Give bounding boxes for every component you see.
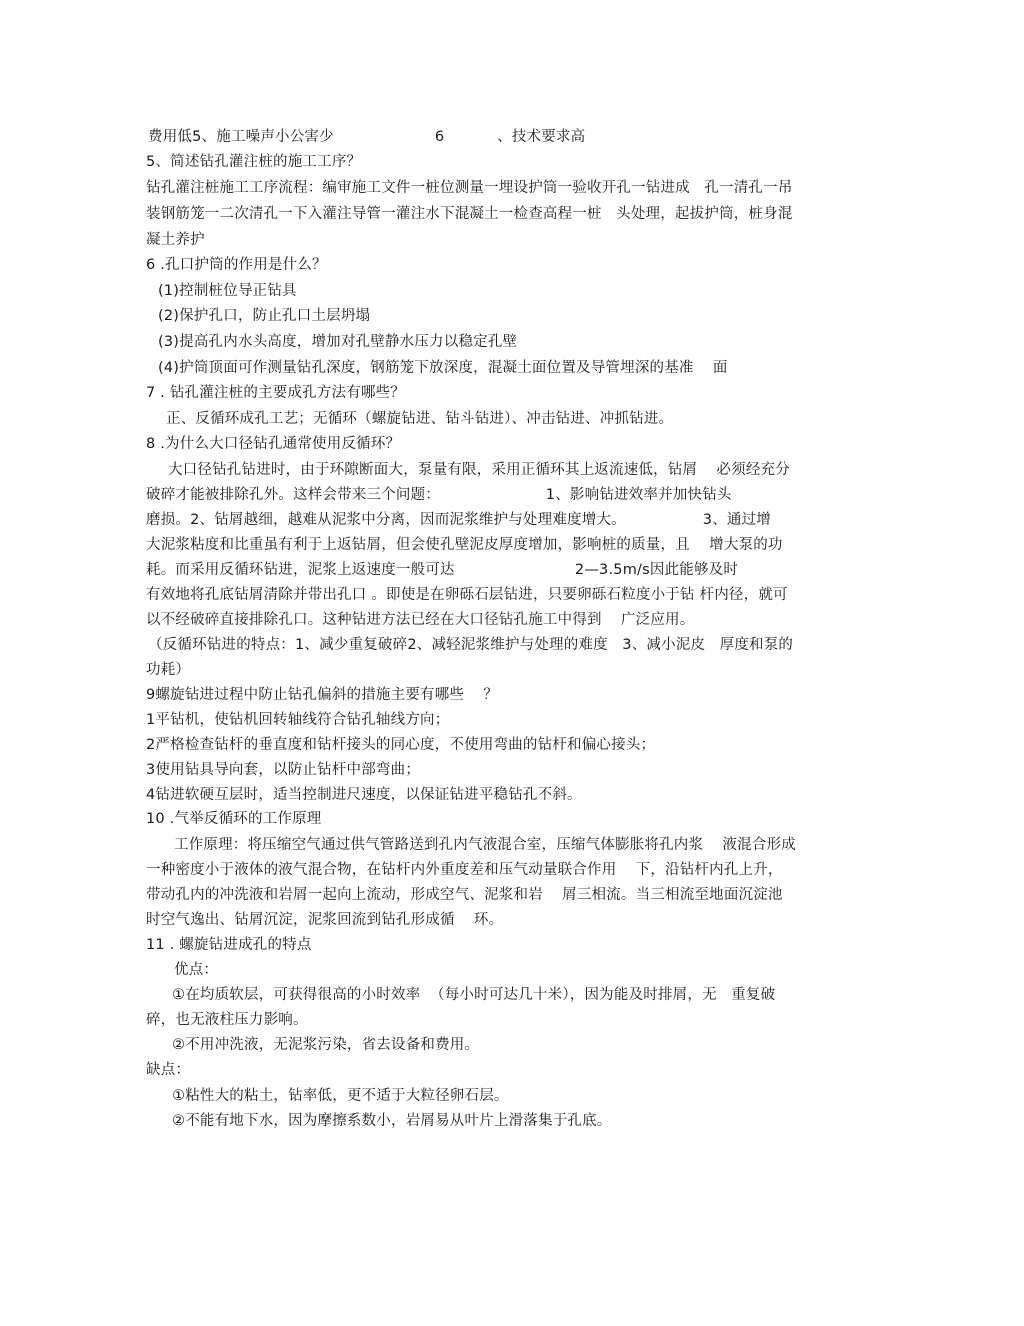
text-line: 正、反循环成孔工艺；无循环（螺旋钻进、钻斗钻进）、冲击钻进、冲抓钻进。 — [166, 411, 674, 427]
text-line: 磨损。2、钻屑越细，越难从泥浆中分离，因而泥浆维护与处理难度增大。 3、通过增 — [146, 512, 771, 528]
text-line: 大口径钻孔钻进时，由于环隙断面大，泵量有限，采用正循环其上返流速低，钻屑 必须经充分 — [168, 462, 790, 478]
text-line: ②不用冲洗液，无泥浆污染，省去设备和费用。 — [172, 1037, 480, 1053]
text-line: 一种密度小于液体的液气混合物，在钻杆内外重度差和压气动量联合作用 下，沿钻杆内孔上升， — [146, 862, 783, 878]
text-line: 工作原理：将压缩空气通过供气管路送到孔内气液混合室，压缩气体膨胀将孔内浆 液混合形成 — [174, 837, 796, 853]
text-line: 耗。而采用反循环钻进，泥浆上返速度一般可达 2—3.5m/s因此能够及时 — [146, 562, 739, 578]
list-item: (4)护筒顶面可作测量钻孔深度，钢筋笼下放深度，混凝土面位置及导管埋深的基准 面 — [158, 360, 728, 376]
question-heading: 9螺旋钻进过程中防止钻孔偏斜的措施主要有哪些 ？ — [146, 687, 499, 703]
list-item: 4钻进软硬互层时，适当控制进尺速度，以保证钻进平稳钻孔不斜。 — [146, 787, 582, 803]
list-item: (1)控制桩位导正钻具 — [158, 283, 297, 299]
text-line: 时空气逸出、钻屑沉淀，泥浆回流到钻孔形成循 环。 — [146, 912, 504, 928]
question-heading: 8 .为什么大口径钻孔通常使用反循环？ — [146, 436, 401, 452]
question-heading: 11 . 螺旋钻进成孔的特点 — [146, 937, 312, 953]
list-item: (3)提高孔内水头高度，增加对孔壁静水压力以稳定孔壁 — [158, 334, 518, 350]
text-line: 钻孔灌注桩施工工序流程：编审施工文件一桩位测量一埋设护筒一验收开孔一钻进成 孔一清孔一吊 — [146, 180, 793, 196]
text-line: 破碎才能被排除孔外。这样会带来三个问题： 1、影响钻进效率并加快钻头 — [146, 487, 732, 503]
question-heading: 7 . 钻孔灌注桩的主要成孔方法有哪些？ — [146, 385, 406, 401]
text-line: 功耗） — [146, 662, 191, 678]
text-line: 费用低5、施工噪声小公害少 6 、技术要求高 — [148, 129, 586, 145]
text-line: 装钢筋笼一二次清孔一下入灌注导管一灌注水下混凝土一检查高程一桩 头处理，起拔护筒，桩身混 — [146, 206, 793, 222]
text-line: 碎，也无液柱压力影响。 — [146, 1012, 308, 1028]
list-item: 1平钻机，使钻机回转轴线符合钻孔轴线方向； — [146, 712, 450, 728]
subheading: 优点： — [174, 962, 219, 978]
text-line: 带动孔内的冲洗液和岩屑一起向上流动，形成空气、泥浆和岩 屑三相流。当三相流至地面沉淀池 — [146, 887, 783, 903]
text-line: ①在均质软层，可获得很高的小时效率 （每小时可达几十米），因为能及时排屑，无 重复破 — [172, 987, 776, 1003]
text-line: ②不能有地下水，因为摩擦系数小，岩屑易从叶片上滑落集于孔底。 — [172, 1113, 612, 1129]
question-heading: 5、简述钻孔灌注桩的施工工序？ — [146, 154, 362, 170]
text-line: 以不经破碎直接排除孔口。这种钻进方法已经在大口径钻孔施工中得到 广泛应用。 — [146, 612, 695, 628]
list-item: (2)保护孔口，防止孔口土层坍塌 — [158, 308, 371, 324]
text-line: ①粘性大的粘土，钻率低，更不适于大粒径卵石层。 — [172, 1088, 509, 1104]
text-line: 大泥浆粘度和比重虽有利于上返钻屑，但会使孔壁泥皮厚度增加，影响桩的质量，且 增大泵的功 — [146, 537, 783, 553]
text-line: 有效地将孔底钻屑清除并带出孔口 。即使是在卵砾石层钻进，只要卵砾石粒度小于钻 杆内径，就可 — [146, 587, 788, 603]
text-line: 凝土养护 — [146, 232, 205, 248]
question-heading: 10 .气举反循环的工作原理 — [146, 811, 322, 827]
text-line: （反循环钻进的特点：1、减少重复破碎2、减轻泥浆维护与处理的难度 3、减小泥皮 厚度和泵的 — [148, 637, 794, 653]
list-item: 3使用钻具导向套，以防止钻杆中部弯曲； — [146, 762, 421, 778]
question-heading: 6 .孔口护筒的作用是什么？ — [146, 257, 327, 273]
subheading: 缺点： — [146, 1062, 191, 1078]
list-item: 2严格检查钻杆的垂直度和钻杆接头的同心度，不使用弯曲的钻杆和偏心接头； — [146, 737, 656, 753]
